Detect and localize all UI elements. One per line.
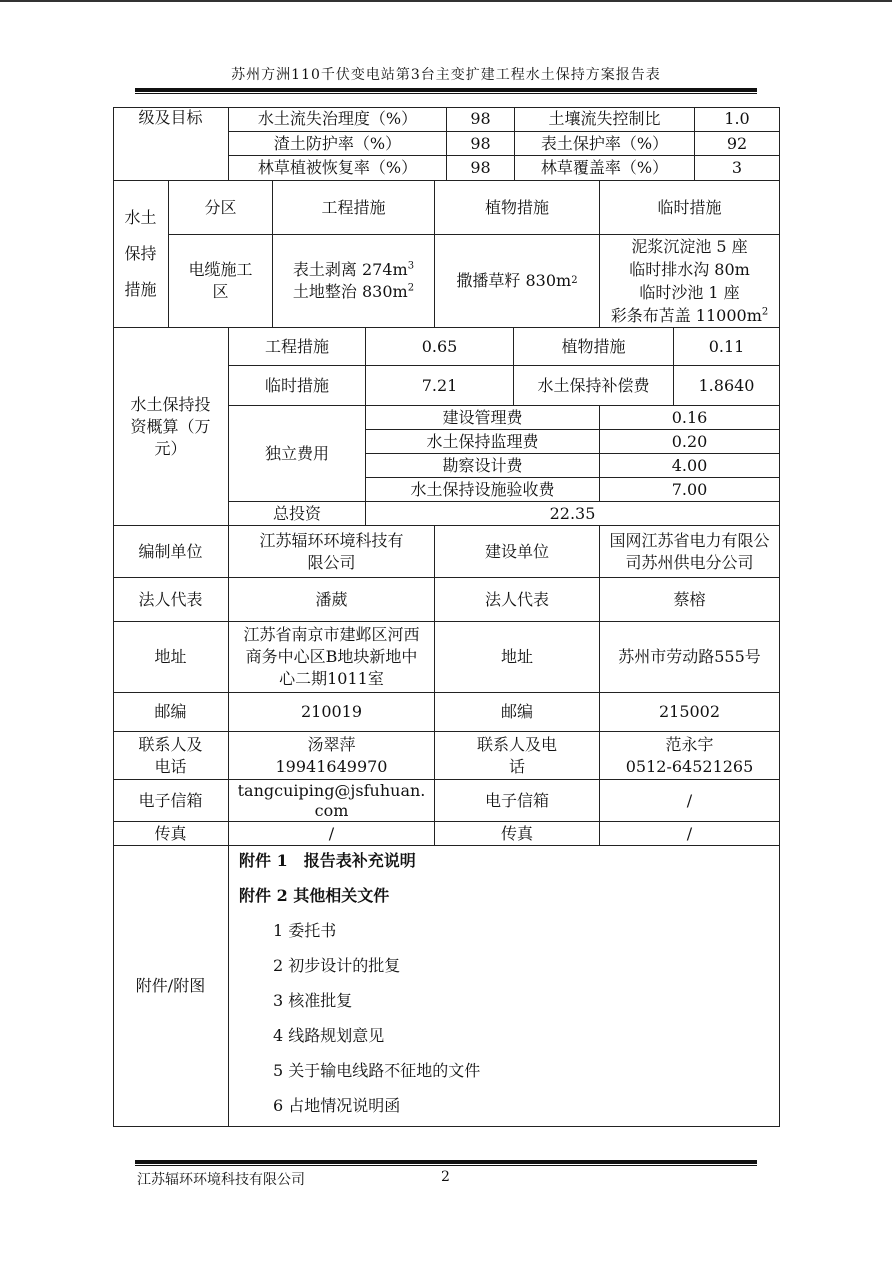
invest-comp-label: 水土保持补偿费 xyxy=(514,366,674,406)
address-label: 地址 xyxy=(113,622,229,693)
indep-item-name: 水土保持设施验收费 xyxy=(366,478,600,502)
measures-header-plant: 植物措施 xyxy=(435,181,600,235)
invest-plant-value: 0.11 xyxy=(674,328,780,366)
measures-header-zone: 分区 xyxy=(169,181,273,235)
report-header: 苏州方洲110千伏变电站第3台主变扩建工程水土保持方案报告表 xyxy=(231,67,661,83)
legal-rep-label-right: 法人代表 xyxy=(435,578,600,622)
attachment-item: 5 关于输电线路不征地的文件 xyxy=(273,1061,481,1080)
contact-label-right: 联系人及电话 xyxy=(435,732,600,780)
target-name: 表土保护率（%） xyxy=(515,132,695,156)
indep-item-name: 水土保持监理费 xyxy=(366,430,600,454)
footer-rule xyxy=(135,1160,757,1164)
measures-eng: 表土剥离 $274m^3$ 土地整治 $830m^2$ xyxy=(273,235,435,328)
invest-eng-value: 0.65 xyxy=(366,328,514,366)
invest-label: 水土保持投资概算（万元） xyxy=(113,328,229,526)
measures-header-eng: 工程措施 xyxy=(273,181,435,235)
legal-rep-left: 潘葳 xyxy=(229,578,435,622)
attachment-1: 附件 1 报告表补充说明 xyxy=(239,851,416,870)
address-label-right: 地址 xyxy=(435,622,600,693)
email-label: 电子信箱 xyxy=(113,780,229,822)
attachment-item: 6 占地情况说明函 xyxy=(273,1096,401,1115)
indep-item-value: 7.00 xyxy=(600,478,780,502)
invest-indep-label: 独立费用 xyxy=(229,406,366,502)
target-name: 渣土防护率（%） xyxy=(229,132,447,156)
email-right: / xyxy=(600,780,780,822)
fax-label: 传真 xyxy=(113,822,229,846)
target-value: 92 xyxy=(695,132,780,156)
target-name: 水土流失治理度（%） xyxy=(229,107,447,132)
build-unit-label: 建设单位 xyxy=(435,526,600,578)
invest-eng-label: 工程措施 xyxy=(229,328,366,366)
attachment-item: 3 核准批复 xyxy=(273,991,353,1010)
target-value: 98 xyxy=(447,132,515,156)
target-value: 1.0 xyxy=(695,107,780,132)
indep-item-value: 0.20 xyxy=(600,430,780,454)
targets-label: 级及目标 xyxy=(113,107,229,181)
fax-label-right: 传真 xyxy=(435,822,600,846)
invest-plant-label: 植物措施 xyxy=(514,328,674,366)
fax-left: / xyxy=(229,822,435,846)
measures-label: 水土 保持 措施 xyxy=(113,181,169,328)
attachment-2: 附件 2 其他相关文件 xyxy=(239,886,390,905)
indep-item-value: 0.16 xyxy=(600,406,780,430)
build-unit-value: 国网江苏省电力有限公司苏州供电分公司 xyxy=(600,526,780,578)
target-name: 土壤流失控制比 xyxy=(515,107,695,132)
measures-zone: 电缆施工区 xyxy=(169,235,273,328)
contact-right: 范永宇 0512-64521265 xyxy=(600,732,780,780)
invest-comp-value: 1.8640 xyxy=(674,366,780,406)
header-rule xyxy=(135,88,757,92)
address-left: 江苏省南京市建邺区河西商务中心区B地块新地中心二期1011室 xyxy=(229,622,435,693)
invest-temp-value: 7.21 xyxy=(366,366,514,406)
invest-total-label: 总投资 xyxy=(229,502,366,526)
indep-item-name: 建设管理费 xyxy=(366,406,600,430)
measures-temp: 泥浆沉淀池 5 座 临时排水沟 80m 临时沙池 1 座 彩条布苫盖 $11000m^2$ xyxy=(600,235,780,328)
contact-left: 汤翠萍 19941649970 xyxy=(229,732,435,780)
attachments-label: 附件/附图 xyxy=(113,846,229,1127)
attachment-item: 1 委托书 xyxy=(273,921,337,940)
legal-rep-right: 蔡榕 xyxy=(600,578,780,622)
fax-right: / xyxy=(600,822,780,846)
target-name: 林草植被恢复率（%） xyxy=(229,156,447,181)
postcode-left: 210019 xyxy=(229,693,435,732)
postcode-right: 215002 xyxy=(600,693,780,732)
invest-temp-label: 临时措施 xyxy=(229,366,366,406)
legal-rep-label: 法人代表 xyxy=(113,578,229,622)
target-value: 3 xyxy=(695,156,780,181)
attachment-item: 2 初步设计的批复 xyxy=(273,956,401,975)
email-label-right: 电子信箱 xyxy=(435,780,600,822)
invest-total-value: 22.35 xyxy=(366,502,780,526)
postcode-label: 邮编 xyxy=(113,693,229,732)
measures-header-temp: 临时措施 xyxy=(600,181,780,235)
page-top-border xyxy=(0,0,892,2)
target-value: 98 xyxy=(447,107,515,132)
indep-item-name: 勘察设计费 xyxy=(366,454,600,478)
indep-item-value: 4.00 xyxy=(600,454,780,478)
footer-company: 江苏辐环环境科技有限公司 xyxy=(137,1172,305,1188)
target-name: 林草覆盖率（%） xyxy=(515,156,695,181)
attachment-item: 4 线路规划意见 xyxy=(273,1026,385,1045)
contact-label: 联系人及电话 xyxy=(113,732,229,780)
postcode-label-right: 邮编 xyxy=(435,693,600,732)
compile-unit-label: 编制单位 xyxy=(113,526,229,578)
footer-rule-thin xyxy=(135,1165,757,1166)
email-left: tangcuiping@jsfuhuan.com xyxy=(229,780,435,822)
measures-plant: 撒播草籽 830m 2 xyxy=(435,235,600,328)
header-rule-thin xyxy=(135,93,757,94)
address-right: 苏州市劳动路555号 xyxy=(600,622,780,693)
compile-unit-value: 江苏辐环环境科技有限公司 xyxy=(229,526,435,578)
page-number: 2 xyxy=(441,1169,450,1185)
target-value: 98 xyxy=(447,156,515,181)
